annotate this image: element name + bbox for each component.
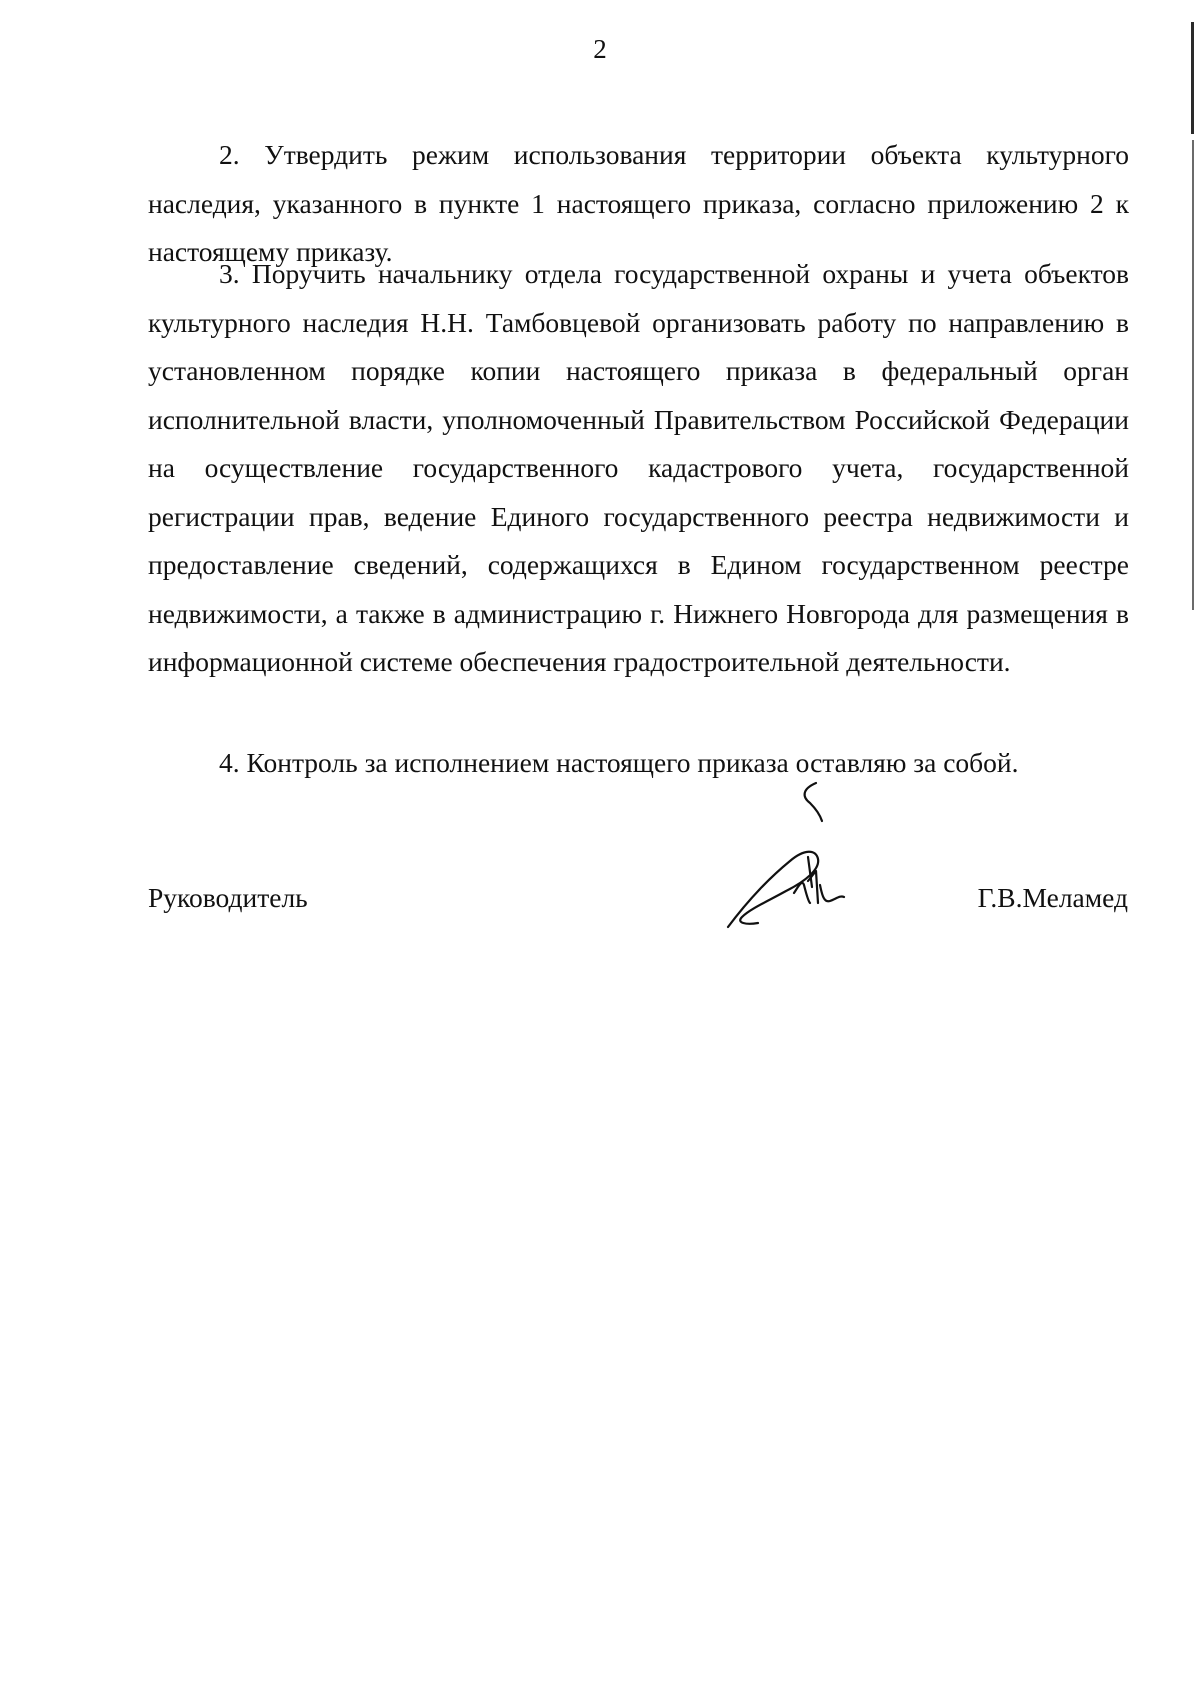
scan-edge-mark: [1192, 140, 1194, 610]
signer-name: Г.В.Меламед: [977, 882, 1128, 913]
paragraph-item-3: 3. Поручить начальнику отдела государственной охраны и учета объектов культурного наследия Н.Н. Тамбовцевой организовать работу по направлению в установленном порядке копии настоящего приказа в федеральный орган исполнительной власти, уполномоченный Правительством Российской Федерации на осуществление государственного кадастрового учета, государственной регистрации прав, ведение Единого государственного реестра недвижимости и предоставление сведений, содержащихся в Едином государственном реестре недвижимости, а также в администрацию г. Нижнего Новгорода для размещения в информационной системе обеспечения градостроительной деятельности.: [148, 258, 1129, 677]
paragraph-item-2: 2. Утвердить режим использования территории объекта культурного наследия, указанного в пункте 1 настоящего приказа, согласно приложению 2 к настоящему приказу.: [148, 139, 1129, 267]
paragraph-item-4: 4. Контроль за исполнением настоящего приказа оставляю за собой.: [219, 747, 1019, 778]
page-number: 2: [593, 34, 607, 64]
signature-block: [148, 882, 1128, 922]
signer-title: Руководитель: [148, 882, 308, 913]
